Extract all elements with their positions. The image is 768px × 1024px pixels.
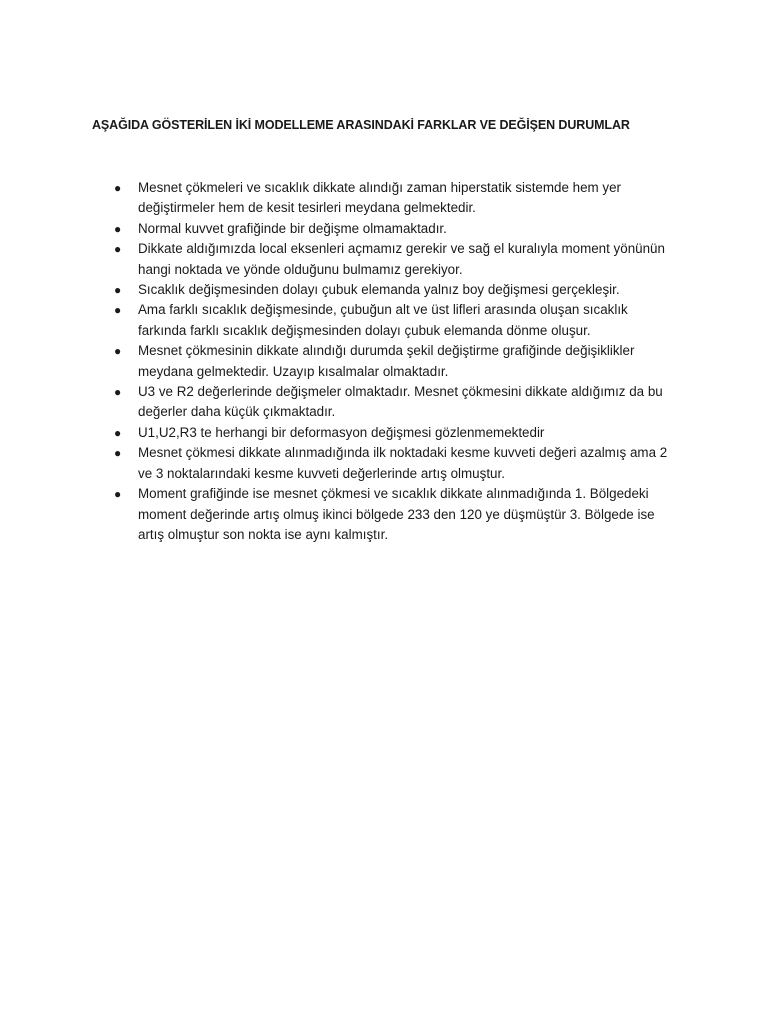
list-item-text: Normal kuvvet grafiğinde bir değişme olmamaktadır. xyxy=(138,220,447,236)
list-item-text: Moment grafiğinde ise mesnet çökmesi ve sıcaklık dikkate alınmadığında 1. Bölgedeki moment değerinde artış olmuş ikinci bölgede 233 den 120 ye düşmüştür 3. Bölgede ise artış olmuştur son nokta ise aynı kalmıştır. xyxy=(138,486,655,542)
list-item-text: Mesnet çökmesinin dikkate alındığı durumda şekil değiştirme grafiğinde değişiklikler meydana gelmektedir. Uzayıp kısalmalar olmaktadır. xyxy=(138,343,635,379)
list-item xyxy=(112,280,672,300)
bullet-icon: ● xyxy=(114,487,122,502)
bullet-icon: ● xyxy=(114,303,122,318)
bullet-icon: ● xyxy=(114,446,122,461)
bullet-icon: ● xyxy=(114,283,122,298)
bullet-icon: ● xyxy=(114,425,122,440)
bullet-list xyxy=(112,178,672,545)
list-item xyxy=(112,423,672,443)
list-item xyxy=(112,178,672,219)
document-title: AŞAĞIDA GÖSTERİLEN İKİ MODELLEME ARASINDAKİ FARKLAR VE DEĞİŞEN DURUMLAR xyxy=(92,118,630,132)
list-item-text: Mesnet çökmeleri ve sıcaklık dikkate alındığı zaman hiperstatik sistemde hem yer değiştirmeler hem de kesit tesirleri meydana gelmektedir. xyxy=(138,180,622,216)
list-item xyxy=(112,300,672,341)
list-item xyxy=(112,219,672,239)
bullet-icon: ● xyxy=(114,242,122,257)
bullet-icon: ● xyxy=(114,344,122,359)
list-item xyxy=(112,239,672,280)
list-item-text: Ama farklı sıcaklık değişmesinde, çubuğun alt ve üst lifleri arasında oluşan sıcaklık farkında farklı sıcaklık değişmesinden dolayı çubuk elemanda dönme oluşur. xyxy=(138,302,628,338)
bullet-icon: ● xyxy=(114,221,122,236)
bullet-icon: ● xyxy=(114,181,122,195)
list-item xyxy=(112,341,672,382)
list-item xyxy=(112,484,672,545)
list-item-text: Dikkate aldığımızda local eksenleri açmamız gerekir ve sağ el kuralıyla moment yönünün hangi noktada ve yönde olduğunu bulmamız gerekiyor. xyxy=(138,241,665,277)
list-item xyxy=(112,382,672,423)
list-item-text: U1,U2,R3 te herhangi bir deformasyon değişmesi gözlenmemektedir xyxy=(138,424,545,440)
list-item-text: Sıcaklık değişmesinden dolayı çubuk elemanda yalnız boy değişmesi gerçekleşir. xyxy=(138,282,620,298)
list-item xyxy=(112,443,672,484)
bullet-icon: ● xyxy=(114,385,122,400)
list-item-text: U3 ve R2 değerlerinde değişmeler olmaktadır. Mesnet çökmesini dikkate aldığımız da bu değerler daha küçük çıkmaktadır. xyxy=(138,384,663,420)
list-item-text: Mesnet çökmesi dikkate alınmadığında ilk noktadaki kesme kuvveti değeri azalmış ama 2 ve 3 noktalarındaki kesme kuvveti değerlerinde artış olmuştur. xyxy=(138,445,668,481)
